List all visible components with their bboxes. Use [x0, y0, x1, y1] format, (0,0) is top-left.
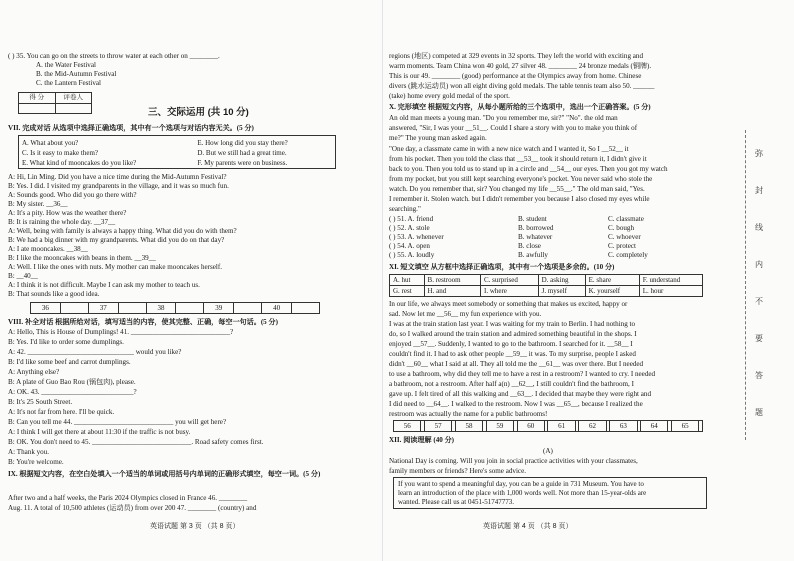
viii-line: B: A plate of Guo Bao Rou (锅包肉), please.: [8, 378, 136, 386]
ix-line: After two and a half weeks, the Paris 2024 Olympics closed in France 46. ________: [8, 494, 248, 502]
x-choice-c: C. protect: [608, 242, 636, 250]
seal-char: 弥: [755, 149, 763, 158]
x-line: watch. Do you remember that, sir? You changed my life __55__." The old man said, "Yes.: [389, 185, 645, 193]
answer-cell: 60: [517, 421, 544, 432]
seal-char: 要: [755, 334, 763, 343]
vii-line: A: I ate mooncakes. __38__: [8, 245, 88, 253]
viii-instruction: VIII. 补全对话 根据所给对话，填写适当的内容，使其完整、正确，每空一句话。(5 分): [8, 318, 278, 326]
vii-option: F. My parents were on business.: [197, 159, 288, 167]
xii-line: family members or friends? Here's some advice.: [389, 467, 526, 475]
answer-cell: 39: [204, 303, 234, 314]
vii-line: A: Well, being with family is always a happy thing. What did you do with them?: [8, 227, 237, 235]
xi-option: E. share: [585, 275, 639, 286]
seal-char: 封: [755, 186, 763, 195]
vii-line: B: Yes. I did. I visited my grandparents in the village, and it was so much fun.: [8, 182, 229, 190]
ix-cont-line: warm moments. Team China won 40 gold, 27 silver 48. ________ 24 bronze medals (铜牌).: [389, 62, 652, 70]
ix-cont-line: divers (跳水运动员) won all eight diving gold medals. The table tennis team also 50. ______: [389, 82, 655, 90]
answer-cell: 62: [579, 421, 606, 432]
ix-cont-line: This is our 49. ________ (good) performance at the Olympics away from home. Chinese: [389, 72, 642, 80]
xii-instruction: XII. 阅读理解 (40 分): [389, 436, 455, 444]
x-line: searching.": [389, 205, 421, 213]
xi-instruction: XI. 短文填空 从方框中选择正确选项，其中有一个选项是多余的。(10 分): [389, 263, 615, 271]
xi-option: C. surprised: [480, 275, 538, 286]
seal-char: 答: [755, 371, 763, 380]
x-choice-a: ( ) 54. A. open: [389, 242, 430, 250]
x-choice-c: C. classmate: [608, 215, 644, 223]
ix-instruction: IX. 根据短文内容，在空白处填入一个适当的单词或用括号内单词的正确形式填空，每空一词。(5 分): [8, 470, 321, 478]
x-choice-c: C. bough: [608, 224, 635, 232]
notice-line: learn an introduction of the place with 1,000 words well. Not more than 15-year-olds are: [398, 489, 647, 497]
viii-line: B: Yes. I'd like to order some dumplings.: [8, 338, 124, 346]
answer-blank[interactable]: [118, 303, 146, 314]
x-choice-b: B. whatever: [518, 233, 553, 241]
vii-options-table: [19, 138, 335, 168]
xi-answer-grid: [393, 420, 703, 432]
page-footer: 英语试题 第 3 页 （共 8 页）: [150, 523, 240, 530]
xi-line: sad. Now let me __56__ my fun experience with you.: [389, 310, 542, 318]
vii-option: A. What about you?: [22, 139, 79, 147]
seal-char: 线: [755, 223, 763, 232]
notice-line: If you want to spend a meaningful day, you can be a guide in 731 Museum. You have to: [398, 480, 644, 488]
answer-blank[interactable]: [60, 303, 88, 314]
x-choice-b: B. student: [518, 215, 547, 223]
answer-blank[interactable]: [699, 421, 703, 432]
answer-cell: 59: [486, 421, 513, 432]
vii-line: B: It is raining the whole day. __37__: [8, 218, 116, 226]
xi-line: I was at the train station last year. I was waiting for my train to Berlin. I had nothing to: [389, 320, 636, 328]
vii-line: A: Well. I like the ones with nuts. My mother can make mooncakes herself.: [8, 263, 223, 271]
q35-option-b: B. the Mid-Autumn Festival: [36, 70, 117, 78]
xi-option: G. rest: [390, 286, 425, 297]
x-line: An old man meets a young man. "Do you remember me, sir?" "No". the old man: [389, 114, 618, 122]
answer-cell: 64: [641, 421, 668, 432]
xi-option: H. and: [424, 286, 480, 297]
xi-option: I. where: [480, 286, 538, 297]
x-line: back to you. Then you told us to stand up in a circle and __54__ our eyes. Then you got my watch: [389, 165, 668, 173]
q35-stem: ( ) 35. You can go on the streets to throw water at each other on ________.: [8, 52, 220, 60]
xi-line: couldn't find it. I had to ask other people __59__ it was. To my surprise, people I asked: [389, 350, 636, 358]
ix-line: Aug. 11. A total of 10,500 athletes (运动员) from over 200 47. ________ (country) and: [8, 504, 257, 512]
viii-line: A: I think I will get there at about 11:30 if the traffic is not busy.: [8, 428, 191, 436]
score-box: [18, 92, 92, 104]
xi-line: gave up. I felt tired of all this walking and __63__. I decided that maybe they were right and: [389, 390, 651, 398]
vii-line: A: I think it is not difficult. Maybe I can ask my mother to teach us.: [8, 281, 200, 289]
vii-line: A: It's a pity. How was the weather there?: [8, 209, 127, 217]
xi-option: L. hour: [639, 286, 702, 297]
xi-line: do, so I walked around the train station and admired something beautiful in the shops. I: [389, 330, 637, 338]
vii-line: B: We had a big dinner with my grandparents. What did you do on that day?: [8, 236, 225, 244]
x-line: me?" The young man asked again.: [389, 134, 487, 142]
answer-cell: 57: [424, 421, 451, 432]
vii-line: B: My sister. __36__: [8, 200, 68, 208]
viii-line: A: Anything else?: [8, 368, 60, 376]
left-page: [0, 0, 382, 561]
xi-line: enjoyed __57__. Suddenly, I wanted to go to the bathroom. I searched for it. __58__ I: [389, 340, 633, 348]
vii-line: A: Hi, Lin Ming. Did you have a nice time during the Mid-Autumn Festival?: [8, 173, 227, 181]
vii-line: B: __40__: [8, 272, 38, 280]
vii-line: B: I like the mooncakes with beans in them. __39__: [8, 254, 156, 262]
xi-option: K. yourself: [585, 286, 639, 297]
vii-answer-grid: [30, 302, 320, 314]
q35-option-c: C. the Lantern Festival: [36, 79, 102, 87]
answer-cell: 56: [394, 421, 421, 432]
vii-instruction: VII. 完成对话 从选项中选择正确选项，其中有一个选项与对话内容无关。(5 分): [8, 124, 254, 132]
xii-part-a: (A): [543, 447, 553, 455]
xi-option: B. restroom: [424, 275, 480, 286]
right-page: [382, 0, 794, 561]
answer-cell: 58: [455, 421, 482, 432]
answer-cell: 37: [88, 303, 118, 314]
vii-line: B: That sounds like a good idea.: [8, 290, 100, 298]
viii-line: A: Thank you.: [8, 448, 50, 456]
x-choice-a: ( ) 53. A. whenever: [389, 233, 444, 241]
seal-line: [745, 130, 746, 440]
xi-option: D. asking: [538, 275, 585, 286]
viii-line: A: It's not far from here. I'll be quick.: [8, 408, 115, 416]
answer-cell: 65: [671, 421, 698, 432]
x-line: answered, "Sir, I was your __51__. Could I share a story with you to make you think of: [389, 124, 638, 132]
xi-line: restroom was actually the name for a public bathrooms!: [389, 410, 548, 418]
vii-option: E. How long did you stay there?: [197, 139, 288, 147]
answer-blank[interactable]: [234, 303, 262, 314]
viii-line: B: OK. You don't need to 45. ____________________________. Road safety comes first.: [8, 438, 264, 446]
answer-cell: 36: [31, 303, 61, 314]
answer-blank[interactable]: [176, 303, 204, 314]
page-footer: 英语试题 第 4 页 （共 8 页）: [483, 523, 573, 530]
x-choice-a: ( ) 51. A. friend: [389, 215, 434, 223]
answer-cell: 40: [262, 303, 292, 314]
q35-option-a: A. the Water Festival: [36, 61, 96, 69]
vii-options-box: [18, 135, 336, 169]
ix-cont-line: (take) home every gold medal of the sport.: [389, 92, 510, 100]
score-label: 得 分: [19, 93, 56, 103]
xi-line: In our life, we always meet somebody or something that makes us excited, happy or: [389, 300, 628, 308]
answer-cell: 38: [146, 303, 176, 314]
ix-cont-line: regions (地区) competed at 329 events in 32 sports. They left the world with exciting and: [389, 52, 644, 60]
viii-line: A: OK. 43. __________________________?: [8, 388, 137, 396]
x-choice-b: B. borrowed: [518, 224, 554, 232]
xi-line: a bathroom, not a restroom. After half a(n) __62__, I still couldn't find the bathroom, I: [389, 380, 634, 388]
x-choice-c: C. completely: [608, 251, 648, 259]
xi-option: J. myself: [538, 286, 585, 297]
xi-line: to use a bathroom, why did they tell me to have a rest in a restroom? I wanted to cry. I needed: [389, 370, 656, 378]
viii-line: A: 42. ______________________________ would you like?: [8, 348, 182, 356]
vii-option: E. What kind of mooncakes do you like?: [22, 159, 137, 167]
score-box-blank: [18, 104, 92, 114]
x-choice-b: B. close: [518, 242, 541, 250]
grader-label: 评卷人: [63, 94, 83, 101]
viii-line: A: Hello, This is House of Dumplings! 41. ____________________________?: [8, 328, 234, 336]
vii-line: A: Sounds good. Who did you go there with?: [8, 191, 137, 199]
seal-char: 内: [755, 260, 763, 269]
vii-option: D. But we still had a great time.: [197, 149, 287, 157]
answer-cell: 61: [548, 421, 575, 432]
xi-line: I did need to __64__. I walked to the restroom. Now I was __65__, because I realized the: [389, 400, 643, 408]
xi-options-box: [389, 274, 703, 297]
vii-option: C. Is it easy to make them?: [22, 149, 99, 157]
section-title: 三、交际运用 (共 10 分): [148, 107, 249, 118]
x-line: from his pocket. Then you told the class that __53__ took it should return it, I didn't give it: [389, 155, 647, 163]
x-choice-a: ( ) 52. A. stole: [389, 224, 430, 232]
xi-line: didn't __60__ what I said at all. They all told me the __61__ was over there. But I needed: [389, 360, 644, 368]
viii-line: B: It's 25 South Street.: [8, 398, 73, 406]
viii-line: B: Can you tell me 44. ____________________________ you will get here?: [8, 418, 227, 426]
notice-box: [393, 477, 707, 509]
x-choice-b: B. awfully: [518, 251, 548, 259]
viii-line: B: I'd like some beef and carrot dumplings.: [8, 358, 131, 366]
x-instruction: X. 完形填空 根据短文内容，从每小题所给的三个选项中，选出一个正确答案。(5 分): [389, 103, 651, 111]
xi-option: A. hut: [390, 275, 425, 286]
x-line: from my pocket, but you still kept searching everyone's pocket. You never said who stole the: [389, 175, 653, 183]
x-line: I remember it. Stolen watch. but I didn't remember you because I also closed my eyes while: [389, 195, 650, 203]
viii-line: B: You're welcome.: [8, 458, 64, 466]
x-line: "One day, a classmate came in with a new nice watch and I wanted it, So I __52__ it: [389, 145, 629, 153]
x-choice-c: C. whoever: [608, 233, 641, 241]
answer-blank[interactable]: [292, 303, 320, 314]
seal-char: 不: [755, 297, 763, 306]
answer-cell: 63: [610, 421, 637, 432]
xi-option: F. understand: [639, 275, 702, 286]
x-choice-a: ( ) 55. A. loudly: [389, 251, 435, 259]
xii-line: National Day is coming. Will you join in social practice activities with your classmates,: [389, 457, 638, 465]
notice-line: wanted. Please call us at 0451-51747773.: [398, 498, 515, 506]
seal-char: 题: [755, 408, 763, 417]
